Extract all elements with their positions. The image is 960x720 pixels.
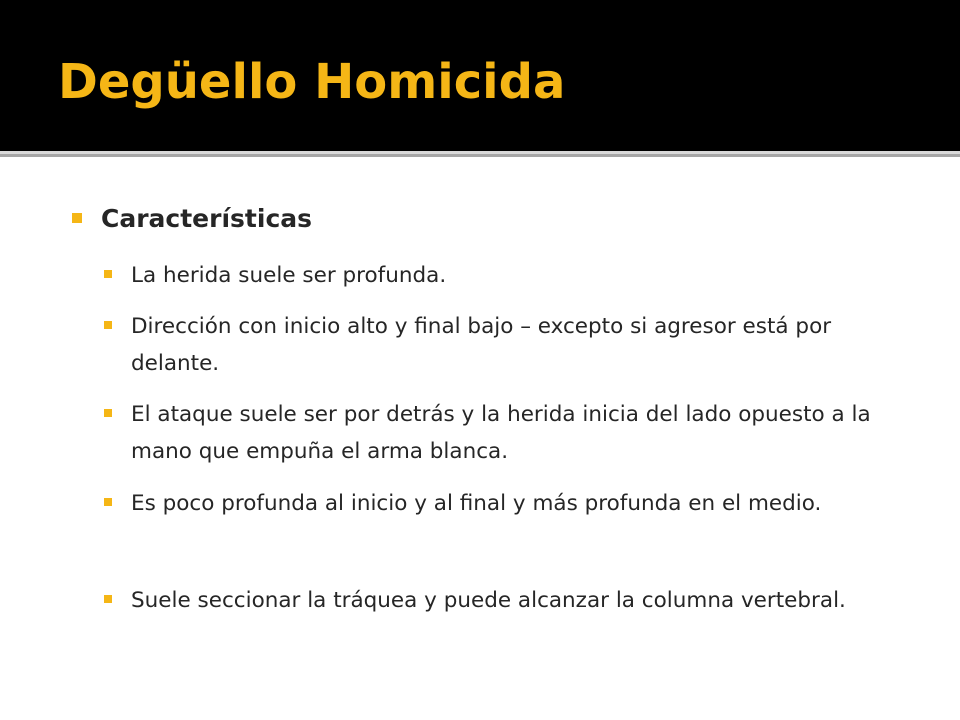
square-bullet-icon <box>72 213 82 223</box>
square-bullet-icon <box>104 409 112 417</box>
list-item-text: El ataque suele ser por detrás y la herida inicia del lado opuesto a la mano que empuña el arma blanca. <box>131 402 871 464</box>
square-bullet-icon <box>104 595 112 603</box>
list-item-text: Dirección con inicio alto y final bajo – excepto si agresor está por delante. <box>131 314 832 376</box>
list-item-text: Suele seccionar la tráquea y puede alcanzar la columna vertebral. <box>131 588 846 613</box>
square-bullet-icon <box>104 321 112 329</box>
list-item-text: La herida suele ser profunda. <box>131 263 447 288</box>
slide-title: Degüello Homicida <box>58 54 566 110</box>
list-item-text: Es poco profunda al inicio y al final y más profunda en el medio. <box>131 491 822 516</box>
square-bullet-icon <box>104 270 112 278</box>
section-heading: Características <box>101 204 313 233</box>
square-bullet-icon <box>104 498 112 506</box>
